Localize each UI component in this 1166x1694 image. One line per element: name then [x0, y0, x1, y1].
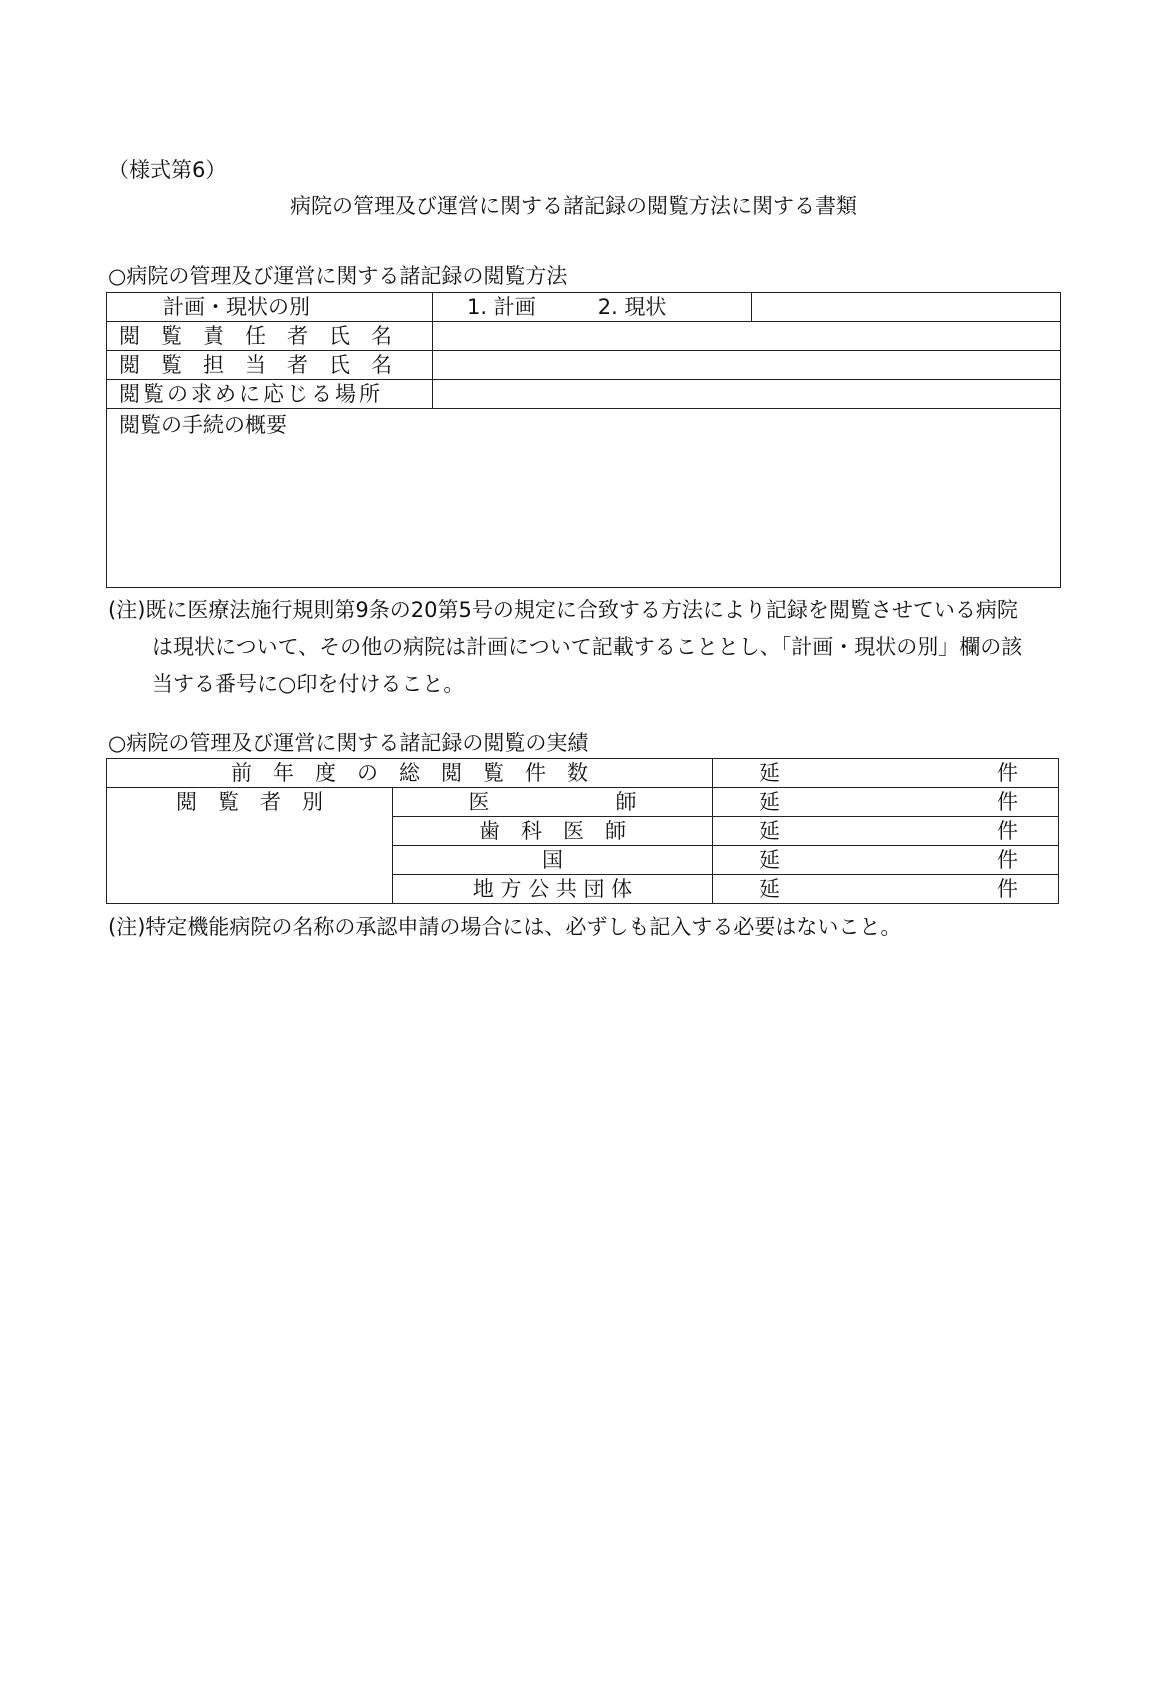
- total-row: [107, 759, 1059, 788]
- option-plan[interactable]: 1. 計画: [467, 294, 536, 319]
- responsible-person-label: 閲 覧 責 任 者 氏 名: [107, 322, 433, 351]
- procedure-cell[interactable]: [107, 409, 1061, 588]
- national-count-cell[interactable]: [713, 846, 1059, 875]
- doctor-count-cell[interactable]: [713, 788, 1059, 817]
- viewer-type-label: 閲 覧 者 別: [107, 788, 393, 904]
- form-number: （様式第6）: [108, 158, 227, 182]
- viewer-type-dentist: 歯 科 医 師: [393, 817, 713, 846]
- section1-heading: ○病院の管理及び運営に関する諸記録の閲覧方法: [108, 264, 568, 288]
- viewer-type-doctor: 医 師: [393, 788, 713, 817]
- section2-note: (注)特定機能病院の名称の承認申請の場合には、必ずしも記入する必要はないこと。: [108, 915, 902, 939]
- person-in-charge-label: 閲 覧 担 当 者 氏 名: [107, 351, 433, 380]
- dentist-count-cell[interactable]: [713, 817, 1059, 846]
- plan-status-options[interactable]: [433, 293, 752, 322]
- count-suffix: 件: [997, 847, 1018, 872]
- count-suffix: 件: [997, 818, 1018, 843]
- total-count-cell[interactable]: [713, 759, 1059, 788]
- section1-note: [108, 592, 1068, 703]
- total-label: 前 年 度 の 総 閲 覧 件 数: [107, 759, 713, 788]
- count-prefix: 延: [759, 818, 780, 843]
- responsible-person-input[interactable]: [433, 322, 1061, 351]
- responsible-person-row: [107, 322, 1061, 351]
- count-prefix: 延: [759, 760, 780, 785]
- viewer-row: [107, 788, 1059, 817]
- procedure-label: 閲覧の手続の概要: [119, 413, 287, 437]
- viewing-record-table: [106, 758, 1059, 904]
- note1-line3: 当する番号に○印を付けること。: [152, 672, 465, 696]
- option-status[interactable]: 2. 現状: [597, 294, 667, 319]
- count-suffix: 件: [997, 760, 1018, 785]
- plan-status-label: 計画・現状の別: [107, 293, 433, 322]
- procedure-row: [107, 409, 1061, 588]
- section2-heading: ○病院の管理及び運営に関する諸記録の閲覧の実績: [108, 731, 589, 755]
- location-label: 閲覧の求めに応じる場所: [107, 380, 433, 409]
- plan-status-row: [107, 293, 1061, 322]
- note1-line2: は現状について、その他の病院は計画について記載することとし、「計画・現状の別」欄の該: [152, 635, 1023, 659]
- viewer-type-national: 国: [393, 846, 713, 875]
- person-in-charge-input[interactable]: [433, 351, 1061, 380]
- location-row: [107, 380, 1061, 409]
- person-in-charge-row: [107, 351, 1061, 380]
- count-suffix: 件: [997, 876, 1018, 901]
- count-suffix: 件: [997, 789, 1018, 814]
- note1-line1: (注)既に医療法施行規則第9条の20第5号の規定に合致する方法により記録を閲覧させている病院: [108, 598, 1018, 622]
- count-prefix: 延: [759, 876, 780, 901]
- viewer-type-local-government: 地 方 公 共 団 体: [393, 875, 713, 904]
- viewing-method-table: [106, 292, 1061, 588]
- count-prefix: 延: [759, 789, 780, 814]
- location-input[interactable]: [433, 380, 1061, 409]
- document-title: 病院の管理及び運営に関する諸記録の閲覧方法に関する書類: [290, 194, 857, 218]
- local-government-count-cell[interactable]: [713, 875, 1059, 904]
- count-prefix: 延: [759, 847, 780, 872]
- plan-status-blank-cell[interactable]: [752, 293, 1061, 322]
